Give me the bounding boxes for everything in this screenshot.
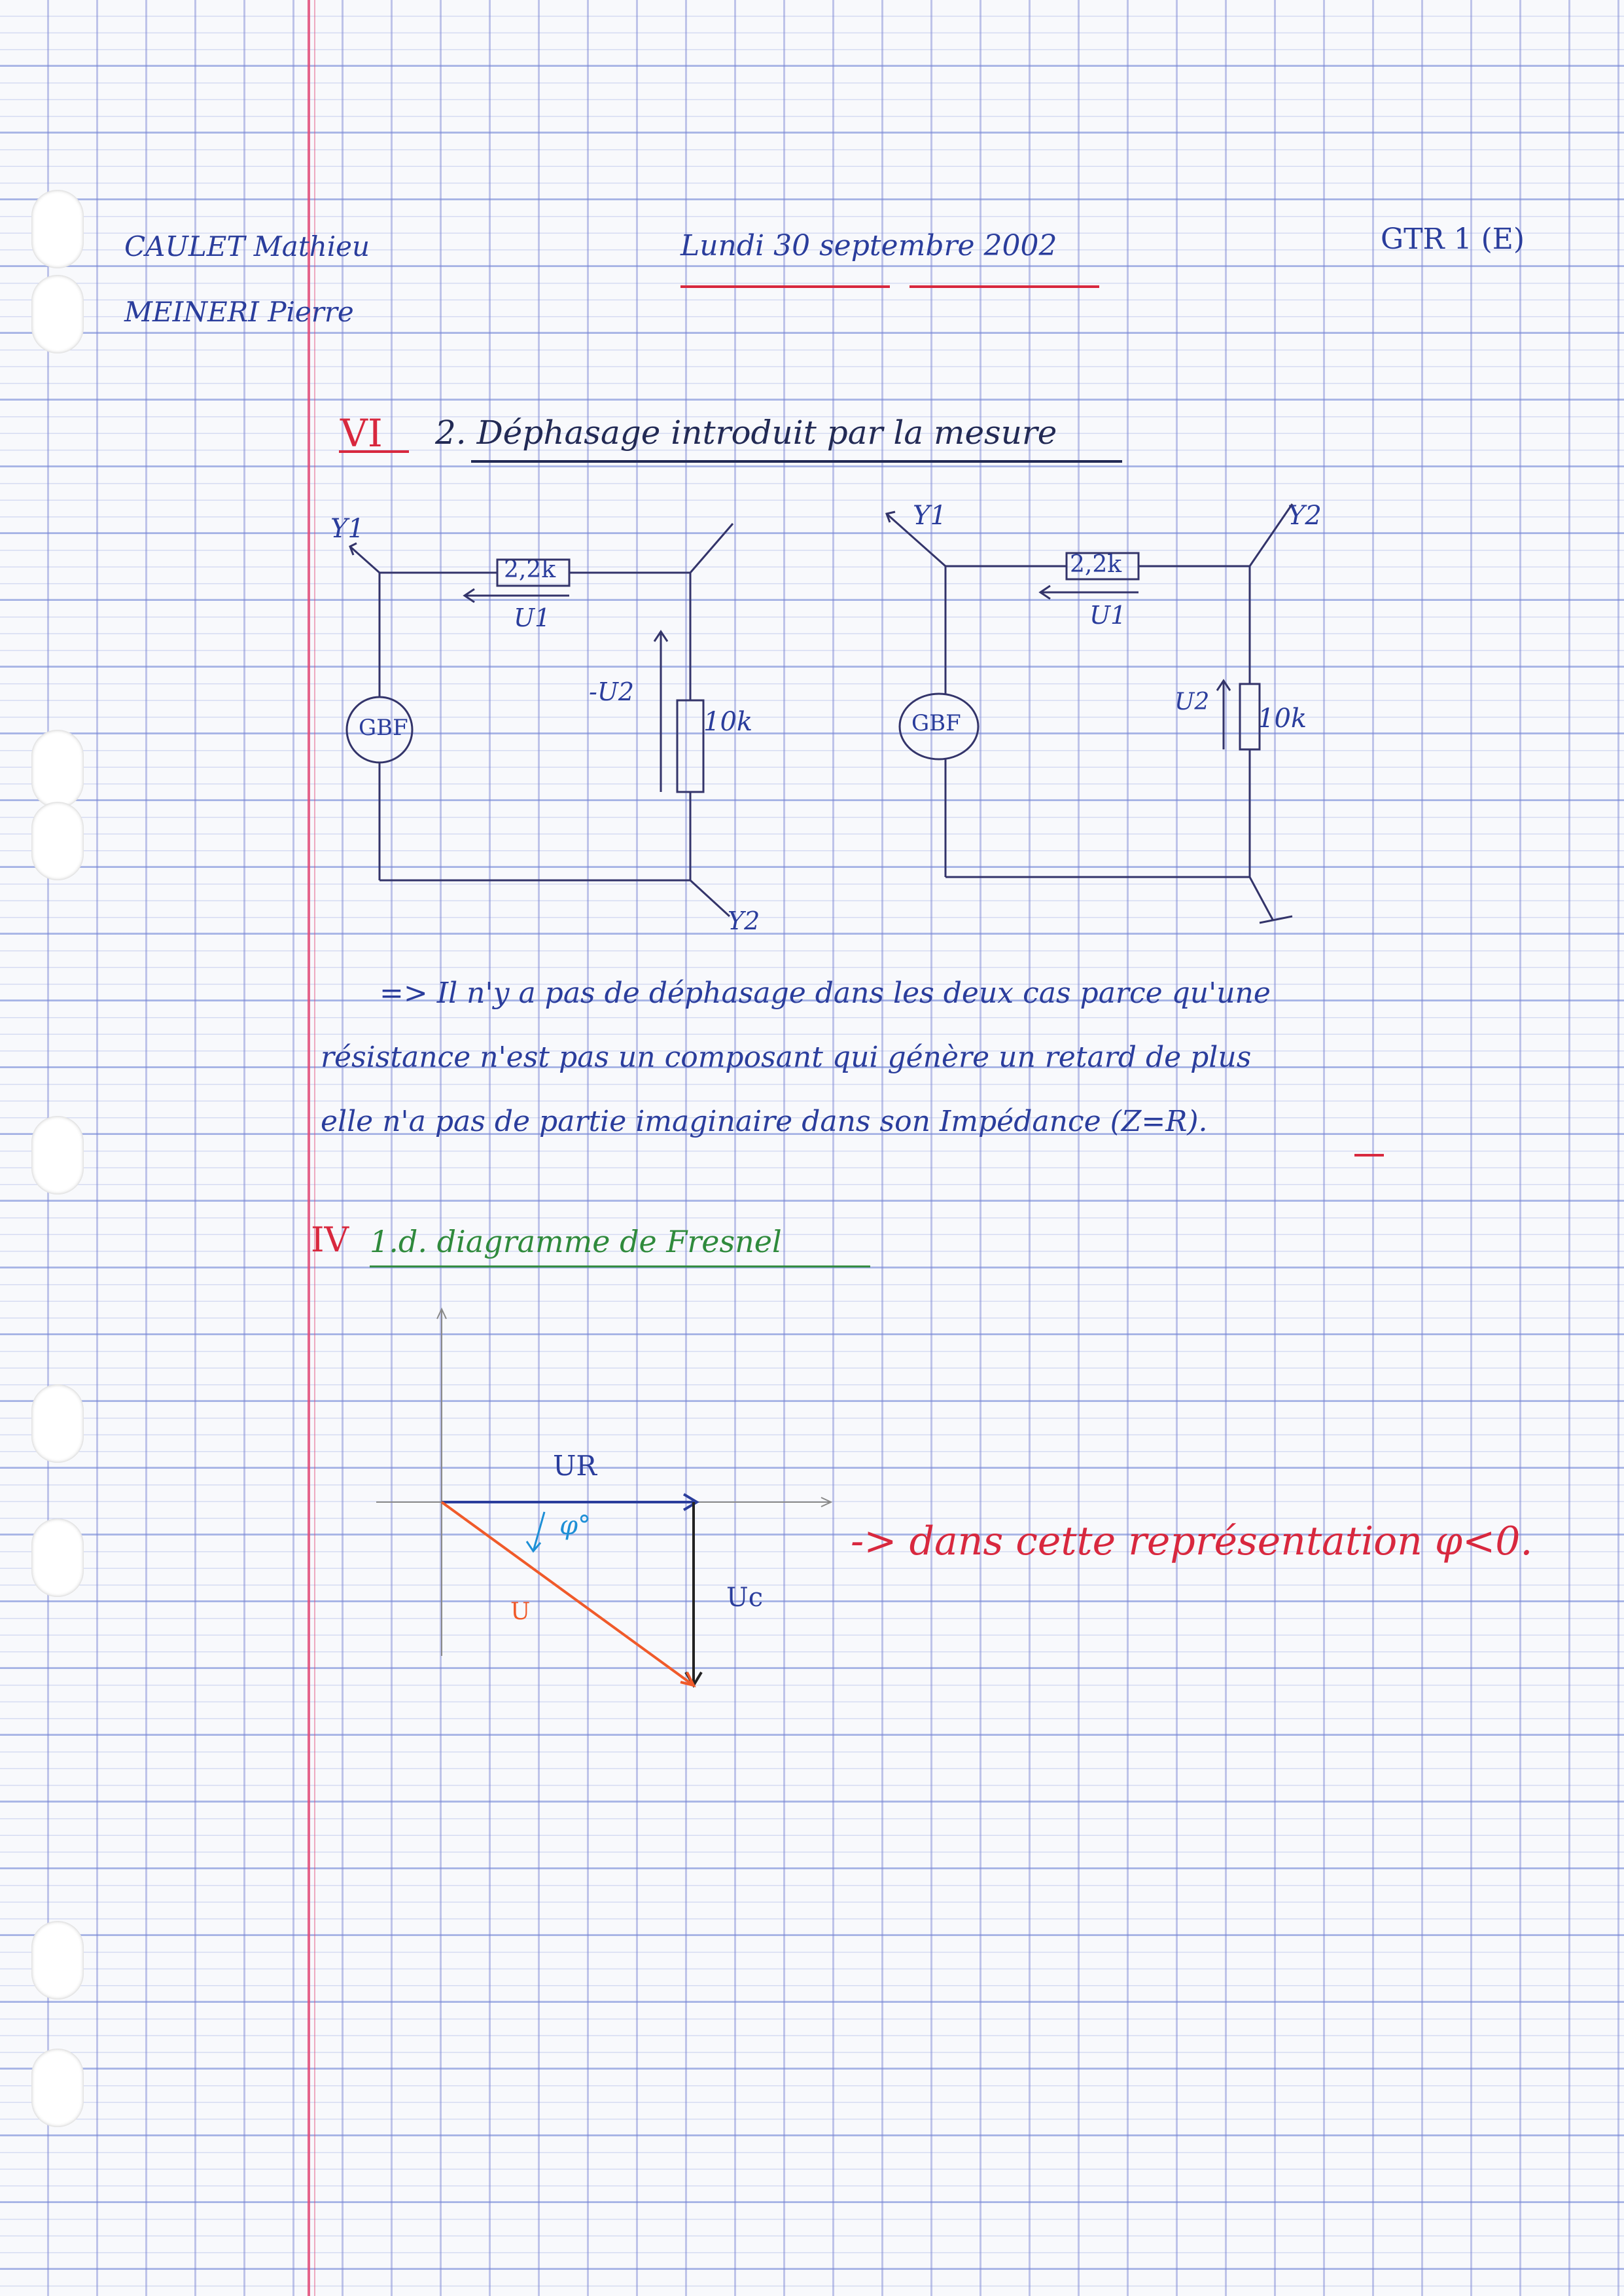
fresnel-diagram — [376, 1309, 831, 1685]
probe-y1 — [887, 514, 945, 566]
circuit-right-voltage-side: U2 — [1174, 689, 1210, 715]
phi-arrow-head — [527, 1541, 540, 1551]
circuit-right-resistor-top-label: 2,2k — [1070, 551, 1122, 578]
gbf-source — [900, 694, 978, 759]
gbf-source — [347, 697, 412, 762]
group-code: GTR 1 (E) — [1381, 223, 1525, 256]
resistor-side — [677, 700, 703, 792]
date: Lundi 30 septembre 2002 — [680, 229, 1057, 262]
student-name-2: MEINERI Pierre — [124, 296, 354, 328]
probe-y2 — [690, 880, 730, 916]
fresnel-label-phi: φ° — [559, 1511, 591, 1541]
circuit-right-source: GBF — [911, 710, 961, 736]
circuit-left-resistor-top-label: 2,2k — [504, 556, 556, 583]
student-name-1: CAULET Mathieu — [124, 230, 370, 262]
vector-u — [442, 1502, 694, 1685]
section-2-title: 1.d. diagramme de Fresnel — [370, 1224, 782, 1259]
ground-symbol — [1260, 916, 1292, 923]
section-1-numeral: VI — [340, 411, 383, 456]
probe-y1 — [350, 547, 380, 573]
fresnel-label-ur: UR — [553, 1450, 597, 1482]
fresnel-label-uc: Uc — [726, 1583, 764, 1613]
circuit-left-source: GBF — [359, 715, 408, 741]
resistor-top — [497, 560, 569, 586]
circuit-left — [347, 524, 733, 916]
circuit-left-probe-top: Y1 — [330, 514, 364, 544]
resistor-top — [1067, 553, 1139, 579]
circuit-right-probe-right: Y2 — [1288, 501, 1322, 531]
circuit-left-voltage-side: -U2 — [589, 677, 635, 706]
circuit-right-resistor-side-label: 10k — [1258, 704, 1307, 734]
probe-y2 — [1250, 504, 1292, 566]
conclusion-line-1: => Il n'y a pas de déphasage dans les deux cas parce qu'une — [380, 977, 1271, 1010]
probe-ground — [690, 524, 733, 573]
circuit-left-probe-bottom: Y2 — [728, 906, 760, 935]
circuit-right-probe-left: Y1 — [913, 501, 947, 531]
fresnel-annotation: -> dans cette représentation φ<0. — [851, 1518, 1533, 1564]
conclusion-line-2: résistance n'est pas un composant qui génère un retard de plus — [321, 1041, 1252, 1074]
section-2-numeral: IV — [311, 1221, 349, 1260]
circuit-right-voltage-top: U1 — [1089, 601, 1127, 630]
conclusion-line-3: elle n'a pas de partie imaginaire dans son Impédance (Z=R). — [321, 1105, 1208, 1138]
section-1-title: 2. Déphasage introduit par la mesure — [435, 414, 1057, 452]
fresnel-label-u: U — [510, 1598, 531, 1625]
circuit-left-voltage-top: U1 — [514, 603, 551, 632]
probe-ground — [1250, 877, 1273, 920]
circuit-left-resistor-side-label: 10k — [703, 707, 753, 737]
circuit-right — [887, 504, 1292, 923]
resistor-side — [1240, 684, 1260, 749]
